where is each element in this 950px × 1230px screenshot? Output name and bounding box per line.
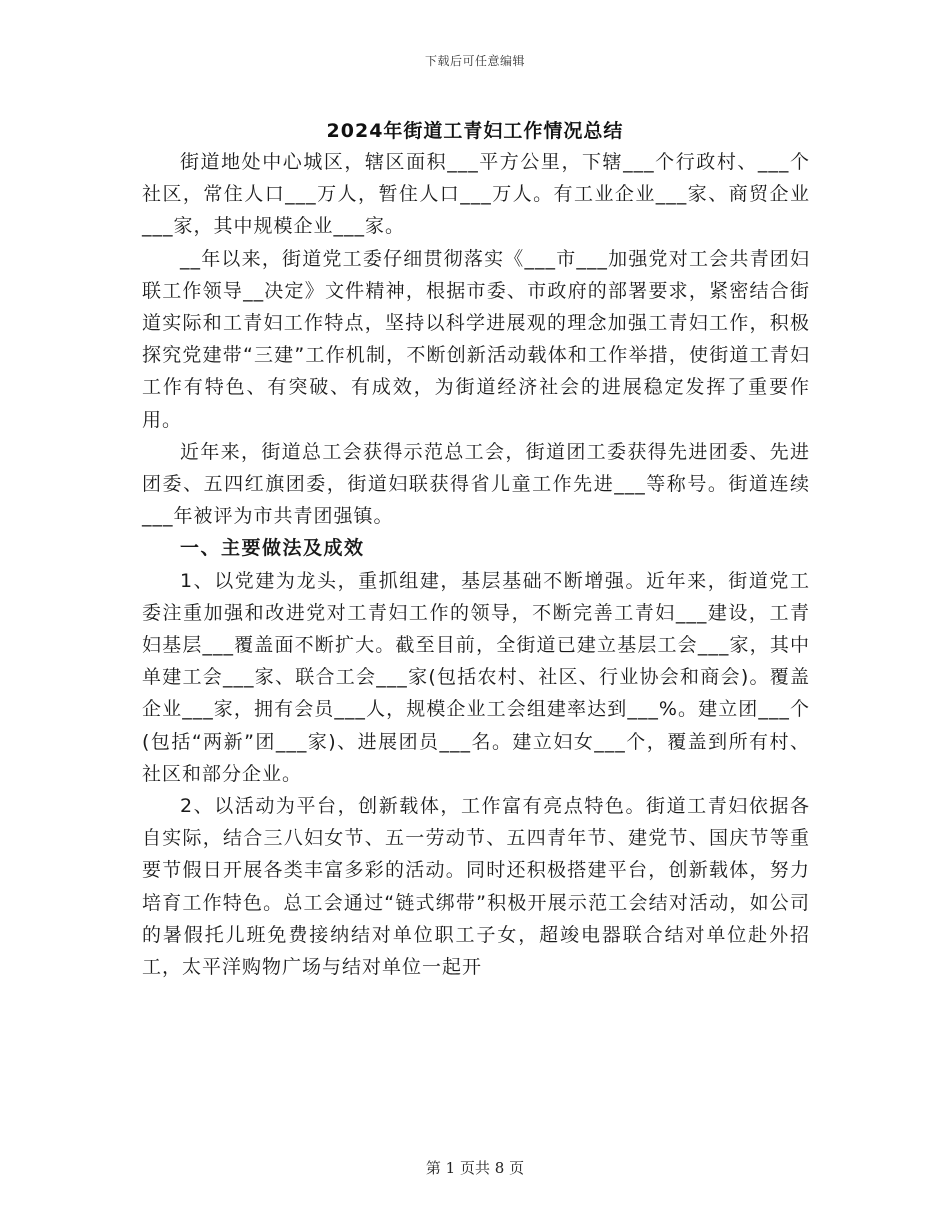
section-heading: 一、主要做法及成效	[180, 537, 365, 560]
paragraph-policy: __年以来，街道党工委仔细贯彻落实《___市___加强党对工会共青团妇联工作领导__决定》文件精神，根据市委、市政府的部署要求，紧密结合街道实际和工青妇工作特点，坚持以科学进展观的理念加强工青妇工作，积极探究党建带“三建”工作机制，不断创新活动载体和工作举措，使街道工青妇工作有特色、有突破、有成效，为街道经济社会的进展稳定发挥了重要作用。	[142, 247, 810, 431]
page-header: 下载后可任意编辑	[424, 54, 525, 68]
document-title: 2024年街道工青妇工作情况总结	[326, 120, 624, 142]
paragraph-intro: 街道地处中心城区，辖区面积___平方公里，下辖___个行政村、___个社区，常住人口___万人，暂住人口___万人。有工业企业___家、商贸企业___家，其中规模企业___家。	[142, 151, 810, 238]
page-number: 第 1 页共 8 页	[425, 1159, 525, 1177]
paragraph-item-1: 1、以党建为龙头，重抓组建，基层基础不断增强。近年来，街道党工委注重加强和改进党对工青妇工作的领导，不断完善工青妇___建设，工青妇基层___覆盖面不断扩大。截至目前，全街道已建立基层工会___家，其中单建工会___家、联合工会___家(包括农村、社区、行业协会和商会)。覆盖企业___家，拥有会员___人，规模企业工会组建率达到___%。建立团___个(包括“两新”团___家)、进展团员___名。建立妇女___个，覆盖到所有村、社区和部分企业。	[142, 569, 810, 785]
document-body	[142, 146, 810, 983]
paragraph-honors: 近年来，街道总工会获得示范总工会，街道团工委获得先进团委、先进团委、五四红旗团委，街道妇联获得省儿童工作先进___等称号。街道连续___年被评为市共青团强镇。	[142, 440, 810, 528]
paragraph-item-2: 2、以活动为平台，创新载体，工作富有亮点特色。街道工青妇依据各自实际，结合三八妇女节、五一劳动节、五四青年节、建党节、国庆节等重要节假日开展各类丰富多彩的活动。同时还积极搭建平台，创新载体，努力培育工作特色。总工会通过“链式绑带”积极开展示范工会结对活动，如公司的暑假托儿班免费接纳结对单位职工子女，超竣电器联合结对单位赴外招工，太平洋购物广场与结对单位一起开	[142, 795, 810, 979]
